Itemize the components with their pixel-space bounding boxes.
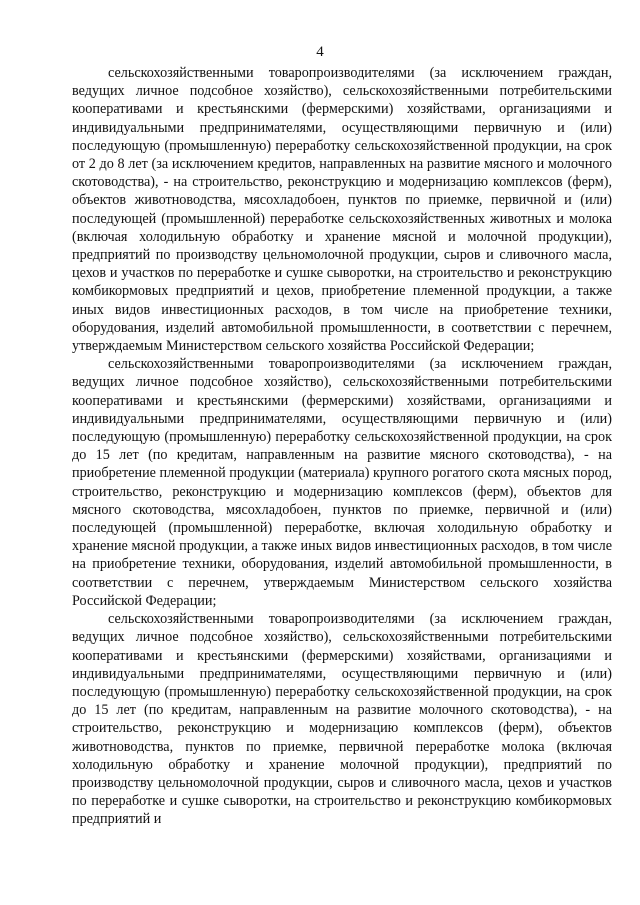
paragraph: сельскохозяйственными товаропроизводителями (за исключением граждан, ведущих личное подсобное хозяйство), сельскохозяйственными потребительскими кооперативами и крестьянскими (фермерскими) хозяйствами, организациями и индивидуальными предпринимателями, осуществляющими первичную и (или) последующую (промышленную) переработку сельскохозяйственной продукции, на срок до 15 лет (по кредитам, направленным на развитие мясного скотоводства), - на приобретение племенной продукции (материала) крупного рогатого скота мясных пород, строительство, реконструкцию и модернизацию комплексов (ферм), объектов для мясного скотоводства, мясохладобоен, пунктов по приемке, первичной и (или) последующей (промышленной) переработке, включая холодильную обработку и хранение мясной продукции, а также иных видов инвестиционных расходов, в том числе на приобретение техники, оборудования, изделий автомобильной промышленности, в соответствии с перечнем, утверждаемым Министерством сельского хозяйства Российской Федерации; bbox=[72, 356, 612, 609]
document-body bbox=[72, 64, 612, 829]
page-number: 4 bbox=[316, 44, 324, 60]
paragraph: сельскохозяйственными товаропроизводителями (за исключением граждан, ведущих личное подсобное хозяйство), сельскохозяйственными потребительскими кооперативами и крестьянскими (фермерскими) хозяйствами, организациями и индивидуальными предпринимателями, осуществляющими первичную и (или) последующую (промышленную) переработку сельскохозяйственной продукции, на срок до 15 лет (по кредитам, направленным на развитие молочного скотоводства), - на строительство, реконструкцию и модернизацию комплексов (ферм), объектов животноводства, пунктов по приемке, первичной переработке молока (включая холодильную обработку и хранение молочной продукции), предприятий по производству цельномолочной продукции, сыров и сливочного масла, цехов и участков по переработке и сушке сыворотки, на строительство и реконструкцию комбикормовых предприятий и bbox=[72, 611, 612, 828]
paragraph: сельскохозяйственными товаропроизводителями (за исключением граждан, ведущих личное подсобное хозяйство), сельскохозяйственными потребительскими кооперативами и крестьянскими (фермерскими) хозяйствами, организациями и индивидуальными предпринимателями, осуществляющими первичную и (или) последующую (промышленную) переработку сельскохозяйственной продукции, на срок от 2 до 8 лет (за исключением кредитов, направленных на развитие мясного и молочного скотоводства), - на строительство, реконструкцию и модернизацию комплексов (ферм), объектов животноводства, мясохладобоен, пунктов по приемке, первичной и (или) последующей (промышленной) переработке сельскохозяйственных животных и молока (включая холодильную обработку и хранение мясной и молочной продукции), предприятий по производству цельномолочной продукции, сыров и сливочного масла, цехов и участков по переработке и сушке сыворотки, на строительство и реконструкцию комбикормовых предприятий и цехов, приобретение племенной продукции, а также иных видов инвестиционных расходов, в том числе на приобретение техники, оборудования, изделий автомобильной промышленности, в соответствии с перечнем, утверждаемым Министерством сельского хозяйства Российской Федерации; bbox=[72, 65, 612, 355]
